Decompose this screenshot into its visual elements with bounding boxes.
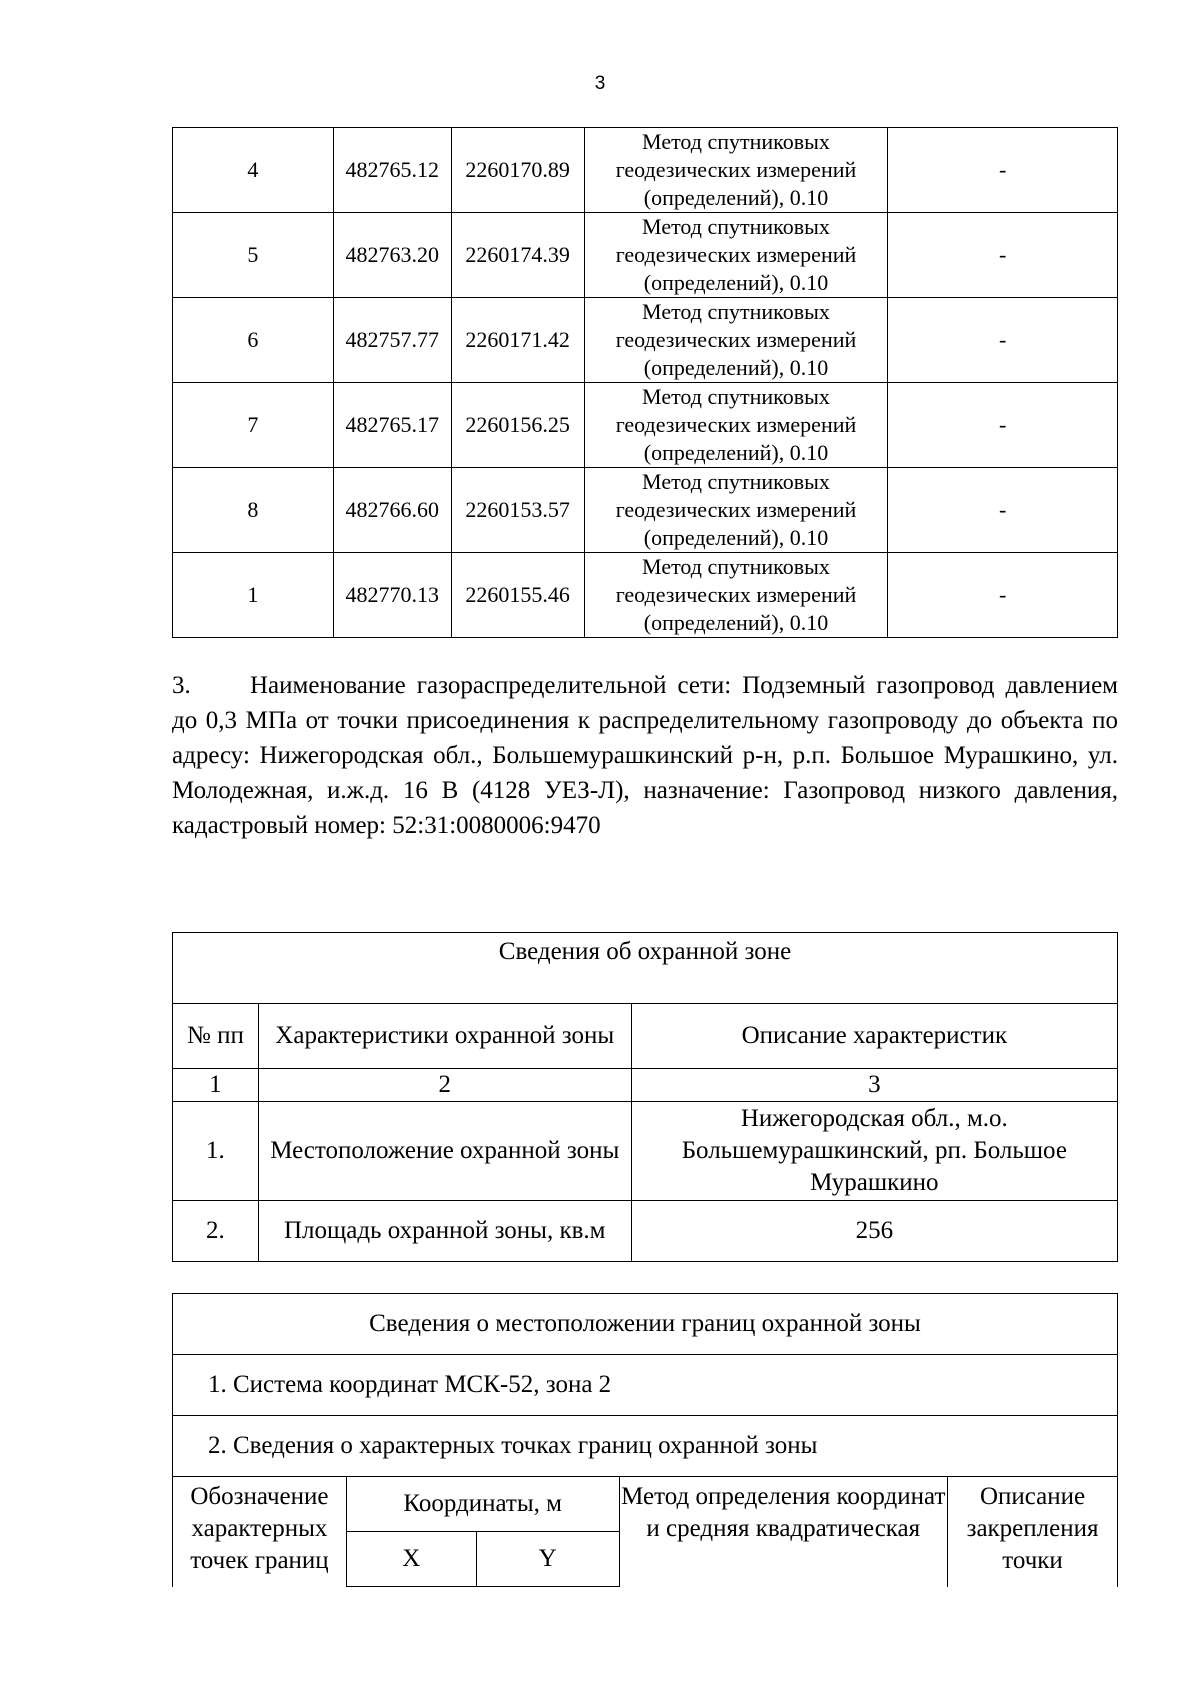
col-y: Y: [476, 1532, 619, 1587]
col-x: X: [346, 1532, 476, 1587]
col-method: Метод определения координат и средняя квадратическая: [619, 1477, 948, 1587]
zone-col-description: Описание характеристик: [631, 1004, 1117, 1069]
table-row: [173, 213, 1118, 298]
col-coordinates: Координаты, м: [346, 1477, 619, 1532]
method-line: геодезических измерений: [615, 412, 857, 437]
table-row: [173, 298, 1118, 383]
x-cell: 482766.60: [333, 468, 451, 553]
table-row: [173, 1102, 1118, 1201]
page-number: 3: [594, 73, 606, 94]
zone-row-value: 256: [631, 1201, 1117, 1262]
section-3-number: 3.: [172, 672, 191, 699]
method-cell: [584, 298, 888, 383]
table-row: [173, 1201, 1118, 1262]
method-line: Метод спутниковых: [642, 299, 830, 324]
boundary-points-line: 2. Сведения о характерных точках границ охранной зоны: [173, 1416, 1118, 1477]
zone-col-index: 2: [258, 1069, 631, 1102]
coordinate-system-line: 1. Система координат МСК-52, зона 2: [173, 1355, 1118, 1416]
y-cell: 2260153.57: [451, 468, 584, 553]
method-line: (определений), 0.10: [643, 610, 829, 635]
fixing-cell: -: [888, 468, 1118, 553]
method-cell: [584, 128, 888, 213]
fixing-cell: -: [888, 298, 1118, 383]
method-line: (определений), 0.10: [643, 440, 829, 465]
x-cell: 482763.20: [333, 213, 451, 298]
zone-table-title: Сведения об охранной зоне: [173, 933, 1118, 1004]
coordinates-table-body: [173, 128, 1118, 638]
y-cell: 2260170.89: [451, 128, 584, 213]
zone-col-number: № пп: [173, 1004, 259, 1069]
method-line: геодезических измерений: [615, 242, 857, 267]
x-cell: 482765.12: [333, 128, 451, 213]
table-row: [173, 553, 1118, 638]
method-line: Метод спутниковых: [642, 214, 830, 239]
y-cell: 2260174.39: [451, 213, 584, 298]
method-cell: [584, 553, 888, 638]
method-line: (определений), 0.10: [643, 270, 829, 295]
zone-row-name: Площадь охранной зоны, кв.м: [258, 1201, 631, 1262]
method-line: Метод спутниковых: [642, 469, 830, 494]
method-line: геодезических измерений: [615, 157, 857, 182]
method-line: (определений), 0.10: [643, 185, 829, 210]
protection-zone-table: [172, 932, 1118, 1262]
zone-col-index: 3: [631, 1069, 1117, 1102]
method-line: геодезических измерений: [615, 327, 857, 352]
method-cell: [584, 468, 888, 553]
table-row: [173, 383, 1118, 468]
point-cell: 7: [173, 383, 334, 468]
method-line: Метод спутниковых: [642, 129, 830, 154]
section-3-text: Наименование газораспределительной сети: Подземный газопровод давлением до 0,3 МПа от точки присоединения к распределительному газопроводу до объекта по адресу: Нижегородская обл., Большемурашкинский р-н, р.п. Большое Мурашкино, ул. Молодежная, и.ж.д. 16 В (4128 УЕЗ-Л), назначение: Газопровод низкого давления, кадастровый номер: 52:31:0080006:9470: [172, 672, 1118, 839]
zone-row-name: Местоположение охранной зоны: [258, 1102, 631, 1201]
x-cell: 482770.13: [333, 553, 451, 638]
point-cell: 8: [173, 468, 334, 553]
table-row: [173, 128, 1118, 213]
col-fixing: Описание закрепления точки: [948, 1477, 1118, 1587]
fixing-cell: -: [888, 383, 1118, 468]
method-line: (определений), 0.10: [643, 355, 829, 380]
y-cell: 2260155.46: [451, 553, 584, 638]
method-cell: [584, 383, 888, 468]
method-cell: [584, 213, 888, 298]
fixing-cell: -: [888, 213, 1118, 298]
zone-row-number: 1.: [173, 1102, 259, 1201]
fixing-cell: -: [888, 128, 1118, 213]
zone-row-number: 2.: [173, 1201, 259, 1262]
method-line: Метод спутниковых: [642, 554, 830, 579]
zone-col-index: 1: [173, 1069, 259, 1102]
table-row: [173, 468, 1118, 553]
y-cell: 2260156.25: [451, 383, 584, 468]
method-line: (определений), 0.10: [643, 525, 829, 550]
zone-col-characteristic: Характеристики охранной зоны: [258, 1004, 631, 1069]
point-cell: 4: [173, 128, 334, 213]
fixing-cell: -: [888, 553, 1118, 638]
method-line: геодезических измерений: [615, 582, 857, 607]
point-cell: 6: [173, 298, 334, 383]
zone-row-value: Нижегородская обл., м.о. Большемурашкинский, рп. Большое Мурашкино: [631, 1102, 1117, 1201]
x-cell: 482765.17: [333, 383, 451, 468]
method-line: геодезических измерений: [615, 497, 857, 522]
method-line: Метод спутниковых: [642, 384, 830, 409]
y-cell: 2260171.42: [451, 298, 584, 383]
boundary-table: [172, 1293, 1118, 1587]
coordinates-table: [172, 127, 1118, 638]
point-cell: 1: [173, 553, 334, 638]
x-cell: 482757.77: [333, 298, 451, 383]
boundary-table-title: Сведения о местоположении границ охранной зоны: [173, 1294, 1118, 1355]
col-point-designation: Обозначение характерных точек границ: [173, 1477, 347, 1587]
section-3-paragraph: [172, 668, 1118, 843]
point-cell: 5: [173, 213, 334, 298]
